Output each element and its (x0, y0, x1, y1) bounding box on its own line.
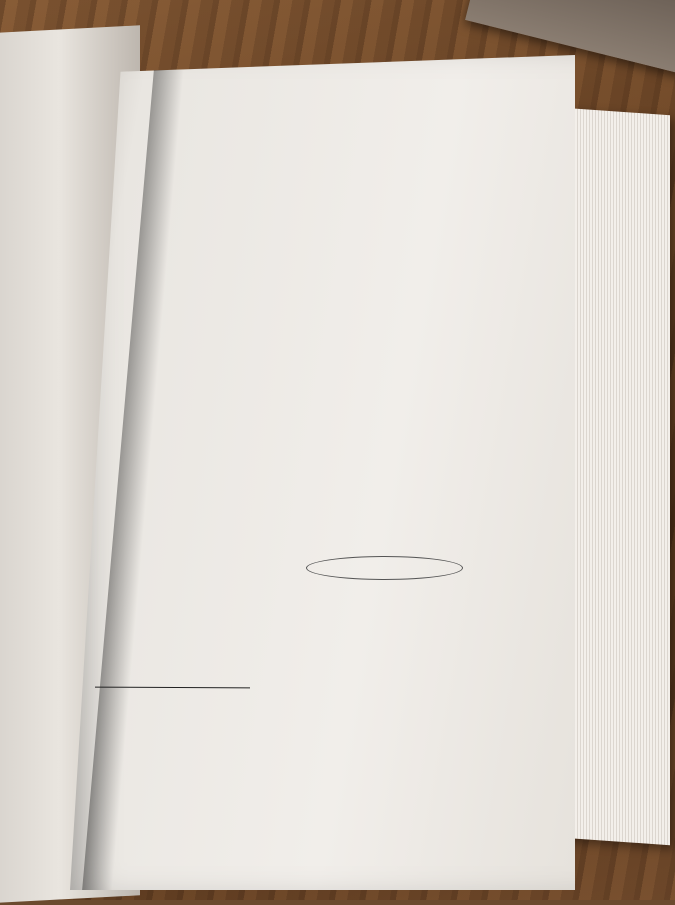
pen-circle-mark (306, 556, 463, 580)
